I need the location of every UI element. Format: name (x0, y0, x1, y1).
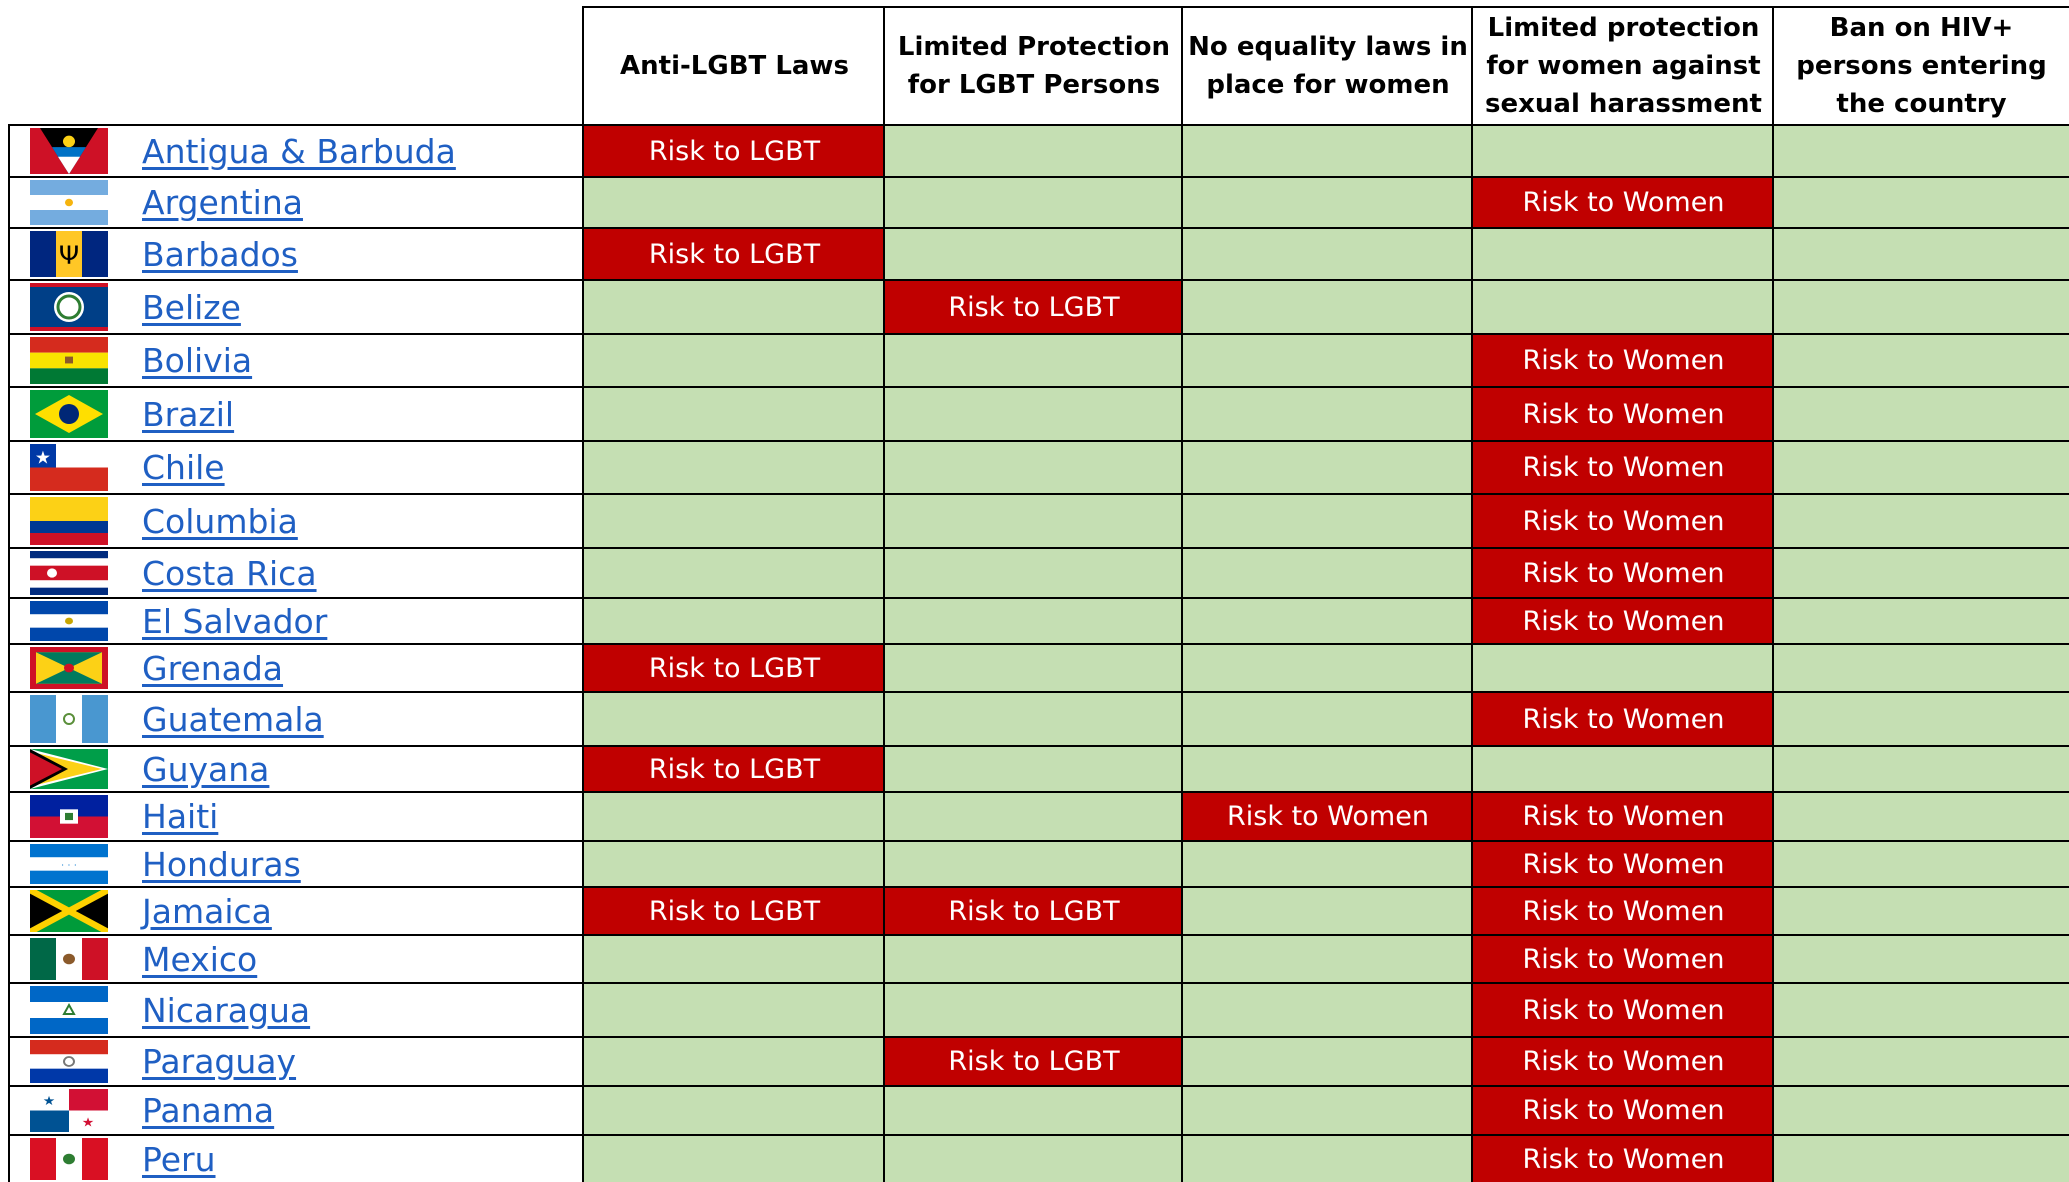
risk-cell (1471, 886, 1774, 934)
no-risk-cell (1772, 597, 2069, 643)
country-link[interactable]: Nicaragua (142, 990, 311, 1030)
table-row (8, 791, 2069, 840)
no-risk-cell (1772, 124, 2069, 176)
country-link[interactable]: Guatemala (142, 699, 324, 739)
country-link[interactable]: Belize (142, 287, 241, 327)
no-risk-cell (1772, 1134, 2069, 1182)
no-risk-cell (582, 333, 885, 386)
no-risk-cell (883, 597, 1183, 643)
no-risk-cell (883, 643, 1183, 691)
no-risk-cell (883, 840, 1183, 886)
country-cell (8, 791, 584, 840)
risk-label: Risk to Women (1522, 452, 1725, 483)
barbados-flag-icon (30, 231, 108, 277)
risk-cell (1471, 440, 1774, 493)
risk-label: Risk to LGBT (648, 895, 821, 927)
column-header-label: Ban on HIV+ persons entering the country (1796, 13, 2047, 119)
no-risk-cell (1181, 386, 1473, 440)
svg-text:★: ★ (34, 447, 52, 469)
country-link[interactable]: Chile (142, 448, 225, 487)
no-risk-cell (883, 791, 1183, 840)
table-header (0, 6, 2069, 124)
risk-cell (1471, 691, 1774, 745)
nicaragua-flag-icon (30, 986, 108, 1034)
no-risk-cell (1181, 333, 1473, 386)
no-risk-cell (883, 745, 1183, 791)
risk-label: Risk to Women (1522, 848, 1725, 880)
country-cell (8, 279, 584, 333)
risk-label: Risk to Women (1522, 801, 1725, 832)
country-link[interactable]: Brazil (142, 394, 235, 434)
column-header-label: No equality laws in place for women (1188, 32, 1468, 100)
no-risk-cell (1471, 745, 1774, 791)
no-risk-cell (1181, 227, 1473, 279)
no-risk-cell (1181, 691, 1473, 745)
no-risk-cell (1772, 791, 2069, 840)
antigua-barbuda-flag-icon (30, 128, 108, 174)
country-link[interactable]: Barbados (142, 234, 298, 274)
country-link[interactable]: Costa Rica (142, 553, 317, 593)
no-risk-cell (582, 691, 885, 745)
argentina-flag-icon (30, 180, 108, 225)
no-risk-cell (1471, 124, 1774, 176)
no-risk-cell (582, 493, 885, 547)
country-cell (8, 886, 584, 934)
country-link[interactable]: Jamaica (142, 891, 272, 931)
svg-text:· · ·: · · · (61, 860, 77, 871)
no-risk-cell (582, 176, 885, 227)
country-link[interactable]: Peru (142, 1139, 216, 1179)
no-risk-cell (883, 691, 1183, 745)
no-risk-cell (1772, 1036, 2069, 1085)
risk-label: Risk to Women (1522, 895, 1725, 927)
svg-text:★: ★ (81, 1116, 95, 1131)
risk-cell (1471, 333, 1774, 386)
no-risk-cell (1772, 643, 2069, 691)
no-risk-cell (1772, 691, 2069, 745)
no-risk-cell (582, 440, 885, 493)
no-risk-cell (582, 547, 885, 597)
svg-text:★: ★ (42, 1094, 56, 1109)
risk-label: Risk to Women (1522, 505, 1725, 537)
country-cell (8, 547, 584, 597)
guyana-flag-icon (30, 749, 108, 789)
no-risk-cell (582, 279, 885, 333)
no-risk-cell (1181, 176, 1473, 227)
country-cell (8, 440, 584, 493)
table-row (8, 386, 2069, 440)
country-link[interactable]: Argentina (142, 183, 303, 222)
column-header (1471, 6, 1774, 124)
no-risk-cell (1181, 1036, 1473, 1085)
no-risk-cell (1181, 279, 1473, 333)
colombia-flag-icon (30, 497, 108, 545)
no-risk-cell (1772, 886, 2069, 934)
column-header (582, 6, 885, 124)
no-risk-cell (1772, 547, 2069, 597)
no-risk-cell (1181, 745, 1473, 791)
country-link[interactable]: Bolivia (142, 341, 253, 380)
risk-cell (883, 279, 1183, 333)
no-risk-cell (582, 840, 885, 886)
svg-text:Ψ: Ψ (58, 241, 80, 271)
paraguay-flag-icon (30, 1040, 108, 1083)
risk-label: Risk to Women (1522, 943, 1725, 975)
risk-cell (1471, 840, 1774, 886)
table-row (8, 934, 2069, 982)
no-risk-cell (582, 1085, 885, 1134)
table-row (8, 176, 2069, 227)
country-cell (8, 643, 584, 691)
no-risk-cell (582, 1134, 885, 1182)
panama-flag-icon (30, 1089, 108, 1132)
country-cell (8, 227, 584, 279)
table-row (8, 745, 2069, 791)
risk-label: Risk to Women (1227, 801, 1429, 832)
risk-cell (1471, 597, 1774, 643)
bolivia-flag-icon (30, 337, 108, 384)
no-risk-cell (1772, 176, 2069, 227)
risk-label: Risk to Women (1522, 605, 1725, 637)
column-header (1772, 6, 2069, 124)
no-risk-cell (582, 386, 885, 440)
country-cell (8, 124, 584, 176)
no-risk-cell (1772, 333, 2069, 386)
country-cell (8, 840, 584, 886)
table-row (8, 547, 2069, 597)
no-risk-cell (582, 791, 885, 840)
no-risk-cell (582, 597, 885, 643)
no-risk-cell (883, 124, 1183, 176)
country-link[interactable]: Antigua & Barbuda (142, 131, 456, 171)
risk-cell (883, 886, 1183, 934)
no-risk-cell (1181, 840, 1473, 886)
country-link[interactable]: Paraguay (142, 1042, 297, 1081)
risk-label: Risk to LGBT (648, 135, 821, 167)
chile-flag-icon (30, 444, 108, 491)
no-risk-cell (1772, 386, 2069, 440)
risk-cell (1471, 1134, 1774, 1182)
risk-cell (1471, 1085, 1774, 1134)
jamaica-flag-icon (30, 890, 108, 932)
country-cell (8, 597, 584, 643)
honduras-flag-icon (30, 844, 108, 884)
no-risk-cell (1772, 1085, 2069, 1134)
risk-label: Risk to Women (1522, 557, 1725, 589)
risk-cell (1471, 982, 1774, 1036)
no-risk-cell (883, 227, 1183, 279)
risk-label: Risk to LGBT (648, 238, 821, 270)
el-salvador-flag-icon (30, 601, 108, 641)
table-row (8, 982, 2069, 1036)
risk-label: Risk to LGBT (648, 652, 821, 684)
no-risk-cell (1181, 1134, 1473, 1182)
risk-cell (1471, 934, 1774, 982)
risk-cell (1471, 493, 1774, 547)
country-cell (8, 745, 584, 791)
no-risk-cell (883, 333, 1183, 386)
country-cell (8, 1036, 584, 1085)
risk-label: Risk to LGBT (948, 895, 1120, 927)
country-cell (8, 386, 584, 440)
country-cell (8, 493, 584, 547)
table-row (8, 691, 2069, 745)
no-risk-cell (1772, 982, 2069, 1036)
peru-flag-icon (30, 1138, 108, 1180)
no-risk-cell (1181, 597, 1473, 643)
no-risk-cell (1181, 982, 1473, 1036)
risk-label: Risk to Women (1522, 187, 1725, 218)
no-risk-cell (1772, 279, 2069, 333)
no-risk-cell (883, 547, 1183, 597)
risk-label: Risk to Women (1522, 703, 1725, 735)
table-row (8, 440, 2069, 493)
no-risk-cell (1772, 745, 2069, 791)
no-risk-cell (1772, 493, 2069, 547)
country-cell (8, 934, 584, 982)
risk-label: Risk to LGBT (948, 291, 1120, 323)
table-row (8, 124, 2069, 176)
no-risk-cell (883, 934, 1183, 982)
risk-cell (1471, 1036, 1774, 1085)
country-link[interactable]: Mexico (142, 939, 258, 979)
no-risk-cell (1471, 279, 1774, 333)
risk-cell (582, 745, 885, 791)
no-risk-cell (1181, 886, 1473, 934)
no-risk-cell (883, 1134, 1183, 1182)
no-risk-cell (883, 493, 1183, 547)
table-row (8, 1036, 2069, 1085)
haiti-flag-icon (30, 795, 108, 838)
no-risk-cell (1181, 643, 1473, 691)
country-cell (8, 176, 584, 227)
belize-flag-icon (30, 283, 108, 331)
column-header (1181, 6, 1473, 124)
risk-cell (1471, 176, 1774, 227)
no-risk-cell (883, 176, 1183, 227)
country-cell (8, 982, 584, 1036)
no-risk-cell (1181, 1085, 1473, 1134)
risk-cell (1471, 791, 1774, 840)
no-risk-cell (1181, 440, 1473, 493)
country-link[interactable]: Guyana (142, 749, 270, 789)
no-risk-cell (883, 440, 1183, 493)
mexico-flag-icon (30, 938, 108, 980)
country-link[interactable]: Haiti (142, 797, 219, 836)
no-risk-cell (582, 934, 885, 982)
no-risk-cell (582, 1036, 885, 1085)
costa-rica-flag-icon (30, 551, 108, 595)
no-risk-cell (883, 982, 1183, 1036)
risk-label: Risk to Women (1522, 1143, 1725, 1175)
country-link[interactable]: El Salvador (142, 601, 328, 641)
table-row (8, 1085, 2069, 1134)
country-cell (8, 1085, 584, 1134)
risk-label: Risk to Women (1522, 345, 1725, 376)
country-link[interactable]: Honduras (142, 844, 301, 884)
no-risk-cell (1471, 643, 1774, 691)
table-row (8, 333, 2069, 386)
country-link[interactable]: Grenada (142, 648, 284, 688)
guatemala-flag-icon (30, 695, 108, 743)
risk-label: Risk to Women (1522, 994, 1725, 1026)
no-risk-cell (1772, 934, 2069, 982)
table-row (8, 227, 2069, 279)
country-cell (8, 333, 584, 386)
no-risk-cell (1181, 547, 1473, 597)
no-risk-cell (1181, 934, 1473, 982)
country-link[interactable]: Columbia (142, 501, 298, 541)
risk-cell (582, 124, 885, 176)
table-row (8, 597, 2069, 643)
risk-label: Risk to Women (1522, 1046, 1725, 1077)
no-risk-cell (1471, 227, 1774, 279)
no-risk-cell (1181, 124, 1473, 176)
no-risk-cell (1772, 440, 2069, 493)
risk-label: Risk to LGBT (648, 753, 821, 785)
no-risk-cell (883, 1085, 1183, 1134)
table-row (8, 643, 2069, 691)
column-header-label: Limited protection for women against sexual harassment (1485, 13, 1762, 119)
table-row (8, 886, 2069, 934)
risk-cell (883, 1036, 1183, 1085)
brazil-flag-icon (30, 390, 108, 438)
risk-cell (1471, 547, 1774, 597)
table-row (8, 840, 2069, 886)
risk-cell (582, 643, 885, 691)
column-header-label: Limited Protection for LGBT Persons (897, 32, 1171, 100)
country-cell (8, 691, 584, 745)
risk-label: Risk to Women (1522, 398, 1725, 430)
risk-cell (582, 227, 885, 279)
no-risk-cell (1181, 493, 1473, 547)
no-risk-cell (1772, 227, 2069, 279)
risk-cell (1471, 386, 1774, 440)
no-risk-cell (883, 386, 1183, 440)
column-header (883, 6, 1183, 124)
table-row (8, 279, 2069, 333)
grenada-flag-icon (30, 647, 108, 689)
risk-label: Risk to Women (1522, 1095, 1725, 1126)
country-link[interactable]: Panama (142, 1091, 275, 1130)
table-row (8, 1134, 2069, 1182)
risk-label: Risk to LGBT (948, 1046, 1120, 1077)
table-row (8, 493, 2069, 547)
risk-cell (1181, 791, 1473, 840)
country-cell (8, 1134, 584, 1182)
no-risk-cell (1772, 840, 2069, 886)
no-risk-cell (582, 982, 885, 1036)
risk-cell (582, 886, 885, 934)
column-header-label: Anti-LGBT Laws (620, 51, 849, 81)
